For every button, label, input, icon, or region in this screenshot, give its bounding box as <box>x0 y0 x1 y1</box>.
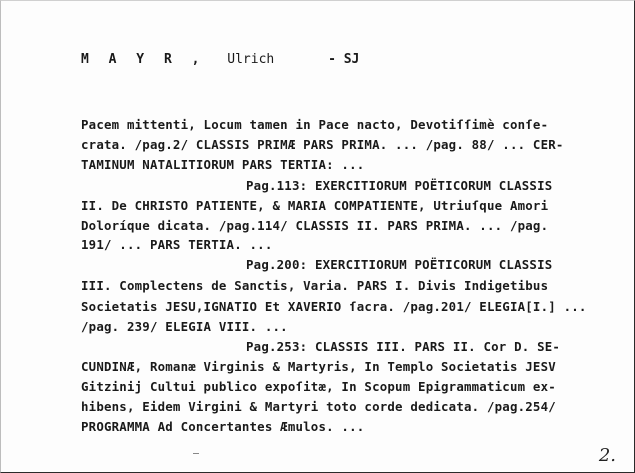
text-line-16: PROGRAMMA Ad Concertantes Æmulos. ... <box>81 419 365 434</box>
text-line-11: /pag. 239/ ELEGIA VIII. ... <box>81 319 288 334</box>
card-heading <box>81 52 359 67</box>
text-line-5: II. De CHRISTO PATIENTE, & MARIA COMPATIENTE, Utriuſque Amori <box>81 198 549 213</box>
text-line-15: hibens, Eidem Virgini & Martyri toto corde dedicata. /pag.254/ <box>81 399 556 414</box>
religious-order: - SJ <box>328 52 360 67</box>
text-line-10: Societatis JESU,IGNATIO Et XAVERIO ſacra. /pag.201/ ELEGIA[I.] ... <box>81 299 587 314</box>
text-line-13: CUNDINÆ, Romanæ Virginis & Martyris, In Templo Societatis JESV <box>81 359 556 374</box>
author-given-name: Ulrich <box>227 52 275 67</box>
text-line-3: TAMINUM NATALITIORUM PARS TERTIA: ... <box>81 157 365 172</box>
author-surname: M A Y R , <box>81 52 206 67</box>
text-line-2: crata. /pag.2/ CLASSIS PRIMÆ PARS PRIMA. ... /pag. 88/ ... CER- <box>81 137 564 152</box>
page-number: 2. <box>598 445 616 466</box>
text-line-4: Pag.113: EXERCITIORUM POËTICORUM CLASSIS <box>246 178 553 193</box>
text-line-7: 191/ ... PARS TERTIA. ... <box>81 237 273 252</box>
text-line-8: Pag.200: EXERCITIORUM POËTICORUM CLASSIS <box>246 257 553 272</box>
text-line-6: Doloríque dicata. /pag.114/ CLASSIS II. PARS PRIMA. ... /pag. <box>81 218 549 233</box>
text-line-12: Pag.253: CLASSIS III. PARS II. Cor D. SE- <box>246 339 561 354</box>
text-line-9: III. Complectens de Sanctis, Varia. PARS I. Divis Indigetibus <box>81 278 549 293</box>
card-smudge-mark <box>193 453 199 454</box>
text-line-14: Gitzinij Cultui publico expoſitæ, In Scopum Epigrammaticum ex- <box>81 379 556 394</box>
text-line-1: Pacem mittenti, Locum tamen in Pace nacto, Devotiſſimè conſe- <box>81 117 549 132</box>
